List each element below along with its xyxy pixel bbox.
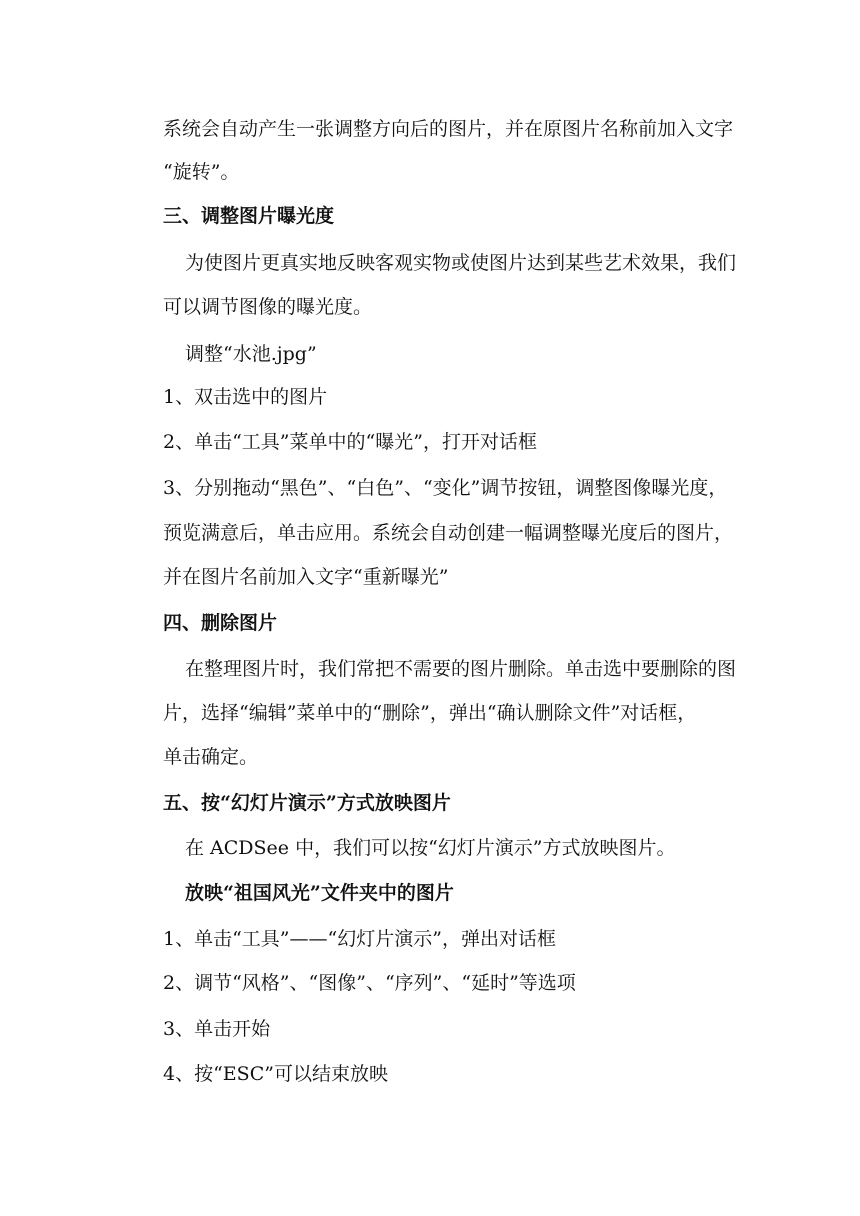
list-item: 1、双击选中的图片 (163, 386, 328, 408)
paragraph-line: 调整“水池.jpg” (185, 343, 317, 365)
paragraph-line: 为使图片更真实地反映客观实物或使图片达到某些艺术效果，我们 (185, 252, 737, 274)
section-heading: 四、删除图片 (163, 612, 278, 634)
paragraph-line: “旋转”。 (163, 161, 240, 183)
list-item: 1、单击“工具”——“幻灯片演示”，弹出对话框 (163, 928, 556, 950)
subheading: 放映“祖国风光”文件夹中的图片 (185, 882, 454, 904)
paragraph-line: 片，选择“编辑”菜单中的“删除”，弹出“确认删除文件”对话框， (163, 702, 697, 724)
paragraph-line: 预览满意后，单击应用。系统会自动创建一幅调整曝光度后的图片， (163, 522, 734, 544)
section-heading: 五、按“幻灯片演示”方式放映图片 (163, 792, 451, 814)
paragraph-line: 并在图片名前加入文字“重新曝光” (163, 566, 449, 588)
paragraph-line: 在整理图片时，我们常把不需要的图片删除。单击选中要删除的图 (185, 658, 737, 680)
list-item: 4、按“ESC”可以结束放映 (163, 1063, 388, 1085)
list-item: 2、调节“风格”、“图像”、“序列”、“延时”等选项 (163, 972, 576, 994)
paragraph-line: 在 ACDSee 中，我们可以按“幻灯片演示”方式放映图片。 (185, 837, 676, 859)
paragraph-line: 单击确定。 (163, 746, 259, 768)
paragraph-line: 可以调节图像的曝光度。 (163, 296, 373, 318)
list-item: 2、单击“工具”菜单中的“曝光”，打开对话框 (163, 431, 537, 453)
list-item: 3、单击开始 (163, 1018, 271, 1040)
list-item: 3、分别拖动“黑色”、“白色”、“变化”调节按钮，调整图像曝光度， (163, 477, 728, 499)
section-heading: 三、调整图片曝光度 (163, 205, 335, 227)
paragraph-line: 系统会自动产生一张调整方向后的图片，并在原图片名称前加入文字 (163, 118, 734, 140)
